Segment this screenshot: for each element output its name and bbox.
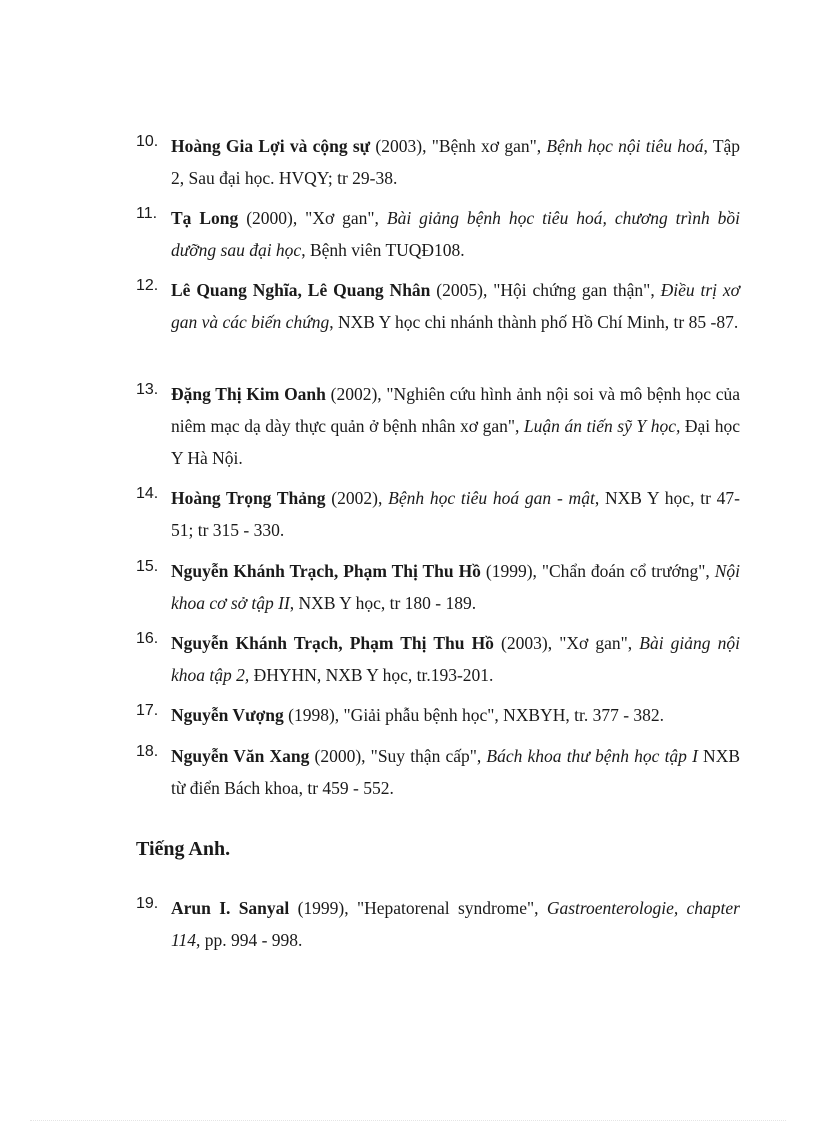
reference-authors: Hoàng Trọng Thảng: [171, 488, 326, 508]
reference-details: ĐHYHN, NXB Y học, tr.193-201.: [249, 665, 494, 685]
reference-text: [171, 892, 740, 956]
reference-authors: Lê Quang Nghĩa, Lê Quang Nhân: [171, 280, 431, 300]
reference-source: Bài giảng nội khoa tập 2,: [171, 633, 740, 685]
reference-title: "Giải phẫu bệnh học",: [343, 705, 504, 725]
reference-text: [171, 274, 740, 338]
reference-text: [171, 482, 740, 546]
reference-item: [136, 699, 740, 731]
reference-title: "Hội chứng gan thận",: [493, 280, 661, 300]
reference-details: , pp. 994 - 998.: [195, 930, 303, 950]
reference-title: "Chẩn đoán cổ trướng",: [541, 561, 715, 581]
reference-item: [136, 130, 740, 194]
reference-text: [171, 130, 740, 194]
reference-item: [136, 892, 740, 956]
reference-item: [136, 555, 740, 619]
reference-title: "Xơ gan",: [559, 633, 640, 653]
reference-title: "Suy thận cấp",: [370, 746, 487, 766]
reference-source: Luận án tiến sỹ Y học,: [523, 416, 681, 436]
reference-item: [136, 274, 740, 338]
reference-authors: Arun I. Sanyal: [171, 898, 290, 918]
reference-number: 14.: [136, 485, 159, 502]
reference-title: "Bệnh xơ gan",: [431, 136, 547, 156]
reference-details: , NXB Y học, tr 47-51; tr 315 - 330.: [171, 488, 741, 540]
reference-text: [171, 555, 740, 619]
reference-source: Bài giảng bệnh học tiêu hoá, chương trình bồi dưỡng sau đại học: [171, 208, 740, 260]
reference-number: 13.: [136, 381, 159, 398]
reference-details: NXBYH, tr. 377 - 382.: [503, 705, 665, 725]
reference-authors: Tạ Long: [171, 208, 239, 228]
reference-source: Gastroenterologie, chapter 114: [171, 898, 740, 950]
reference-number: 10.: [136, 133, 159, 150]
reference-year: (2002),: [325, 384, 387, 404]
reference-source: Bệnh học tiêu hoá gan - mật: [388, 488, 595, 508]
reference-item: [136, 627, 740, 691]
reference-authors: Đặng Thị Kim Oanh: [171, 384, 326, 404]
reference-year: (2005),: [430, 280, 494, 300]
reference-year: (2003),: [493, 633, 560, 653]
reference-title: "Hepatorenal syndrome",: [356, 898, 547, 918]
reference-number: 18.: [136, 743, 159, 760]
reference-item: [136, 202, 740, 266]
reference-source: Nội khoa cơ sở tập II: [171, 561, 740, 613]
section-heading: Tiếng Anh.: [136, 838, 231, 860]
reference-year: (2003),: [370, 136, 432, 156]
reference-number: 12.: [136, 277, 159, 294]
reference-authors: Nguyễn Khánh Trạch, Phạm Thị Thu Hồ: [171, 561, 481, 581]
reference-year: (2002),: [325, 488, 389, 508]
reference-text: [171, 378, 740, 474]
reference-authors: Hoàng Gia Lợi và cộng sự: [171, 136, 371, 156]
reference-details: , Tập 2, Sau đại học. HVQY; tr 29-38.: [171, 136, 741, 188]
reference-item: [136, 378, 740, 474]
reference-number: 15.: [136, 558, 159, 575]
reference-authors: Nguyễn Khánh Trạch, Phạm Thị Thu Hồ: [171, 633, 494, 653]
reference-details: , NXB Y học chi nhánh thành phố Hồ Chí Minh, tr 85 -87.: [329, 312, 739, 332]
reference-year: (1998),: [283, 705, 344, 725]
reference-title: "Nghiên cứu hình ảnh nội soi và mô bệnh học của niêm mạc dạ dày thực quản ở bệnh nhân xơ gan",: [171, 384, 741, 436]
reference-details: , Bệnh viên TUQĐ108.: [301, 240, 465, 260]
reference-item: [136, 482, 740, 546]
reference-item: [136, 740, 740, 804]
reference-source: Bệnh học nội tiêu hoá: [546, 136, 704, 156]
reference-details: NXB từ điển Bách khoa, tr 459 - 552.: [171, 746, 741, 798]
reference-number: 19.: [136, 895, 159, 912]
reference-number: 16.: [136, 630, 159, 647]
page-bottom-rule: [30, 1120, 786, 1121]
reference-source: Bách khoa thư bệnh học tập I: [486, 746, 698, 766]
reference-year: (2000),: [238, 208, 306, 228]
reference-title: "Xơ gan",: [305, 208, 387, 228]
reference-text: [171, 627, 740, 691]
reference-source: Điều trị xơ gan và các biến chứng: [171, 280, 741, 332]
reference-text: [171, 699, 740, 731]
reference-year: (1999),: [480, 561, 542, 581]
reference-text: [171, 740, 740, 804]
reference-authors: Nguyễn Văn Xang: [171, 746, 310, 766]
reference-number: 11.: [136, 205, 158, 222]
reference-year: (2000),: [309, 746, 371, 766]
reference-text: [171, 202, 740, 266]
reference-details: Đại học Y Hà Nội.: [171, 416, 740, 468]
reference-details: , NXB Y học, tr 180 - 189.: [289, 593, 477, 613]
reference-authors: Nguyễn Vượng: [171, 705, 284, 725]
reference-number: 17.: [136, 702, 159, 719]
reference-year: (1999),: [289, 898, 357, 918]
